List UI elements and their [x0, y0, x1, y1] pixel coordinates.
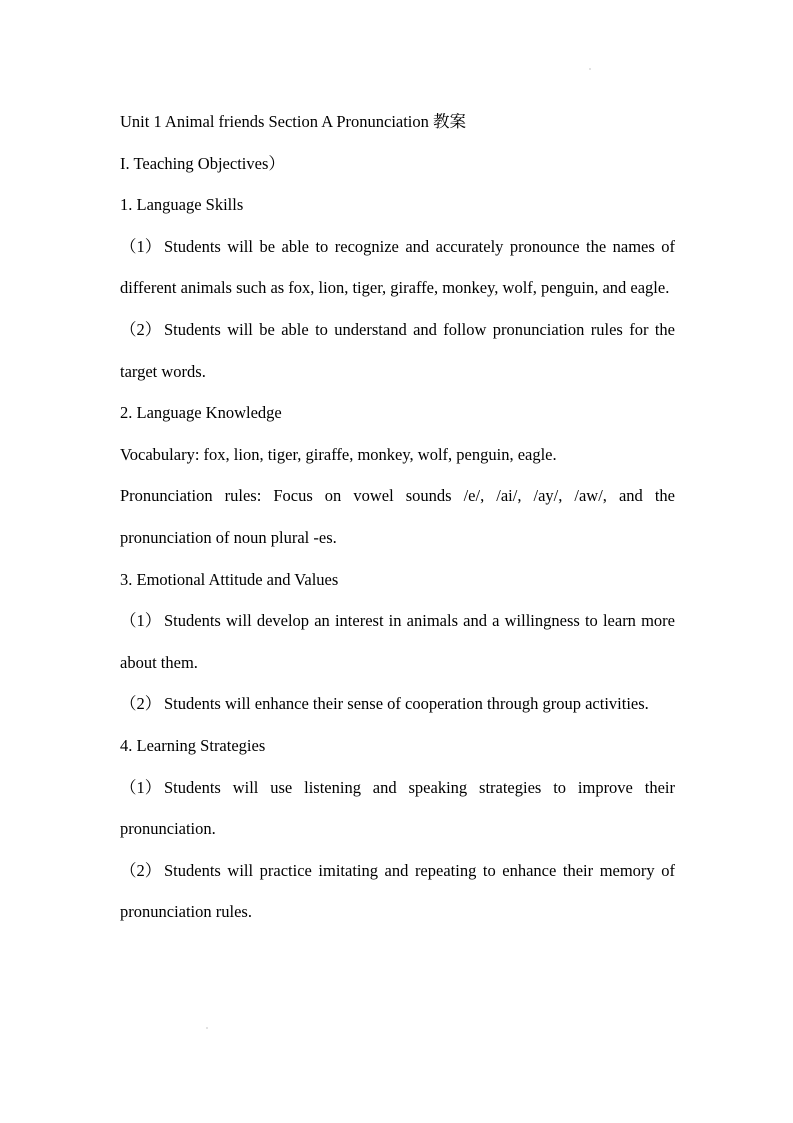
- list-item: [120, 226, 675, 309]
- list-marker: （1）: [120, 236, 162, 256]
- scan-speck: [206, 1027, 208, 1029]
- list-item-text: Students will develop an interest in animals and a willingness to learn more about them.: [120, 611, 675, 672]
- subheading-language-skills: 1. Language Skills: [120, 195, 244, 215]
- subheading-language-knowledge: 2. Language Knowledge: [120, 403, 282, 423]
- list-item: [120, 600, 675, 683]
- vocabulary-text: Vocabulary: fox, lion, tiger, giraffe, monkey, wolf, penguin, eagle.: [120, 444, 557, 464]
- list-item-text: Students will use listening and speaking strategies to improve their pronunciation.: [120, 777, 675, 839]
- document-body: [120, 101, 675, 933]
- list-marker: （2）: [120, 319, 162, 339]
- list-item: [120, 309, 675, 392]
- list-marker: （2）: [120, 694, 162, 714]
- list-marker: （1）: [120, 611, 162, 631]
- subheading-emotional-attitude: 3. Emotional Attitude and Values: [120, 569, 339, 589]
- list-item-text: Students will practice imitating and repeating to enhance their memory of pronunciation rules.: [120, 860, 675, 922]
- list-item: [120, 683, 675, 725]
- list-item-text: Students will be able to understand and follow pronunciation rules for the target words.: [120, 319, 675, 381]
- scan-speck: [589, 68, 591, 70]
- list-item-text: Students will enhance their sense of cooperation through group activities.: [164, 694, 649, 714]
- subheading-learning-strategies: 4. Learning Strategies: [120, 735, 266, 755]
- list-item-text: Students will be able to recognize and accurately pronounce the names of different animals such as fox, lion, tiger, giraffe, monkey, wolf, penguin, and eagle.: [120, 236, 675, 298]
- section-heading-objectives: I. Teaching Objectives）: [120, 153, 285, 173]
- document-title: Unit 1 Animal friends Section A Pronunciation 教案: [120, 112, 467, 131]
- pronunciation-rules-text: Pronunciation rules: Focus on vowel sounds /e/, /ai/, /ay/, /aw/, and the pronunciation of noun plural -es.: [120, 486, 675, 547]
- list-item: [120, 850, 675, 933]
- list-item: [120, 767, 675, 850]
- list-marker: （1）: [120, 777, 162, 797]
- list-marker: （2）: [120, 860, 162, 880]
